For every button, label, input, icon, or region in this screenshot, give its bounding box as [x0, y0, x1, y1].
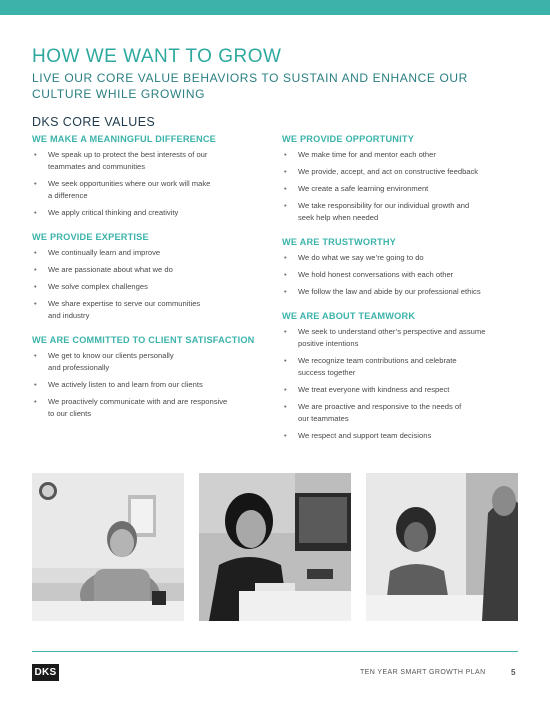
- value-section-title: WE ARE TRUSTWORTHY: [282, 237, 397, 247]
- page-subtitle: LIVE OUR CORE VALUE BEHAVIORS TO SUSTAIN AND ENHANCE OUR CULTURE WHILE GROWING: [32, 71, 468, 101]
- value-behavior-text: and professionally: [48, 363, 110, 372]
- value-behavior-text: positive intentions: [298, 339, 359, 348]
- value-behavior-item: [282, 149, 527, 161]
- value-behavior-item: [32, 207, 277, 219]
- value-behavior-text: our teammates: [298, 414, 349, 423]
- photo-man-smiling: [32, 473, 184, 621]
- value-behavior-list: [282, 326, 527, 442]
- value-section-title: WE ARE ABOUT TEAMWORK: [282, 311, 416, 321]
- right-values-column: [282, 134, 527, 455]
- value-section-title: WE ARE COMMITTED TO CLIENT SATISFACTION: [32, 335, 255, 345]
- value-behavior-item: [282, 200, 527, 224]
- value-behavior-item: [32, 149, 277, 173]
- value-behavior-text: • We are proactive and responsive to the needs of: [298, 402, 462, 411]
- value-behavior-text: a difference: [48, 191, 88, 200]
- value-behavior-item: [32, 247, 277, 259]
- value-behavior-item: [282, 252, 527, 264]
- value-behavior-text: • We create a safe learning environment: [298, 184, 429, 193]
- page-title: HOW WE WANT TO GROW: [32, 46, 282, 67]
- value-section-title: WE PROVIDE OPPORTUNITY: [282, 134, 415, 144]
- value-behavior-item: [282, 183, 527, 195]
- page-number: 5: [511, 668, 516, 677]
- value-behavior-list: [32, 350, 277, 420]
- value-behavior-item: [282, 269, 527, 281]
- value-behavior-text: • We share expertise to serve our communities: [48, 299, 201, 308]
- value-section: [282, 311, 527, 442]
- value-behavior-text: • We speak up to protect the best interests of our: [48, 150, 208, 159]
- value-behavior-text: • We apply critical thinking and creativity: [48, 208, 179, 217]
- value-behavior-text: • We are passionate about what we do: [48, 265, 173, 274]
- value-behavior-text: • We make time for and mentor each other: [298, 150, 436, 159]
- value-behavior-text: • We seek opportunities where our work will make: [48, 179, 211, 188]
- value-behavior-item: [32, 264, 277, 276]
- value-behavior-item: [282, 286, 527, 298]
- value-behavior-text: • We do what we say we’re going to do: [298, 253, 424, 262]
- value-section: [32, 134, 277, 219]
- value-behavior-text: to our clients: [48, 409, 92, 418]
- value-behavior-text: • We continually learn and improve: [48, 248, 161, 257]
- value-behavior-text: success together: [298, 368, 356, 377]
- footer-document-title: TEN YEAR SMART GROWTH PLAN: [360, 669, 486, 676]
- value-section: [282, 237, 527, 298]
- value-behavior-item: [32, 298, 277, 322]
- value-behavior-text: teammates and communities: [48, 162, 146, 171]
- value-behavior-text: • We provide, accept, and act on constructive feedback: [298, 167, 479, 176]
- value-section: [32, 232, 277, 322]
- value-behavior-text: • We proactively communicate with and are responsive: [48, 397, 228, 406]
- value-behavior-text: • We follow the law and abide by our professional ethics: [298, 287, 481, 296]
- top-accent-bar: [0, 0, 550, 15]
- footer-divider: [32, 651, 518, 652]
- value-behavior-text: and industry: [48, 311, 90, 320]
- value-behavior-text: • We get to know our clients personally: [48, 351, 174, 360]
- photo-woman-writing: [199, 473, 351, 621]
- value-behavior-item: [282, 401, 527, 425]
- value-behavior-text: • We treat everyone with kindness and respect: [298, 385, 450, 394]
- value-behavior-item: [32, 281, 277, 293]
- value-behavior-item: [282, 355, 527, 379]
- value-behavior-text: • We hold honest conversations with each other: [298, 270, 454, 279]
- value-section: [32, 335, 277, 420]
- value-behavior-item: [32, 396, 277, 420]
- value-behavior-item: [282, 430, 527, 442]
- value-section: [282, 134, 527, 224]
- value-behavior-item: [282, 326, 527, 350]
- value-behavior-list: [282, 149, 527, 224]
- value-behavior-list: [282, 252, 527, 298]
- left-values-column: [32, 134, 277, 433]
- value-behavior-text: • We actively listen to and learn from our clients: [48, 380, 203, 389]
- value-behavior-item: [32, 350, 277, 374]
- value-behavior-item: [32, 379, 277, 391]
- value-behavior-text: • We solve complex challenges: [48, 282, 148, 291]
- value-behavior-item: [282, 166, 527, 178]
- value-section-title: WE PROVIDE EXPERTISE: [32, 232, 149, 242]
- value-section-title: WE MAKE A MEANINGFUL DIFFERENCE: [32, 134, 216, 144]
- value-behavior-text: seek help when needed: [298, 213, 379, 222]
- value-behavior-text: • We respect and support team decisions: [298, 431, 432, 440]
- value-behavior-text: • We seek to understand other’s perspective and assume: [298, 327, 486, 336]
- value-behavior-text: • We recognize team contributions and celebrate: [298, 356, 457, 365]
- value-behavior-list: [32, 247, 277, 322]
- value-behavior-item: [32, 178, 277, 202]
- value-behavior-text: • We take responsibility for our individual growth and: [298, 201, 470, 210]
- photo-meeting: [366, 473, 518, 621]
- core-values-heading: DKS CORE VALUES: [32, 115, 156, 129]
- dks-logo: DKS: [32, 664, 59, 681]
- value-behavior-list: [32, 149, 277, 219]
- value-behavior-item: [282, 384, 527, 396]
